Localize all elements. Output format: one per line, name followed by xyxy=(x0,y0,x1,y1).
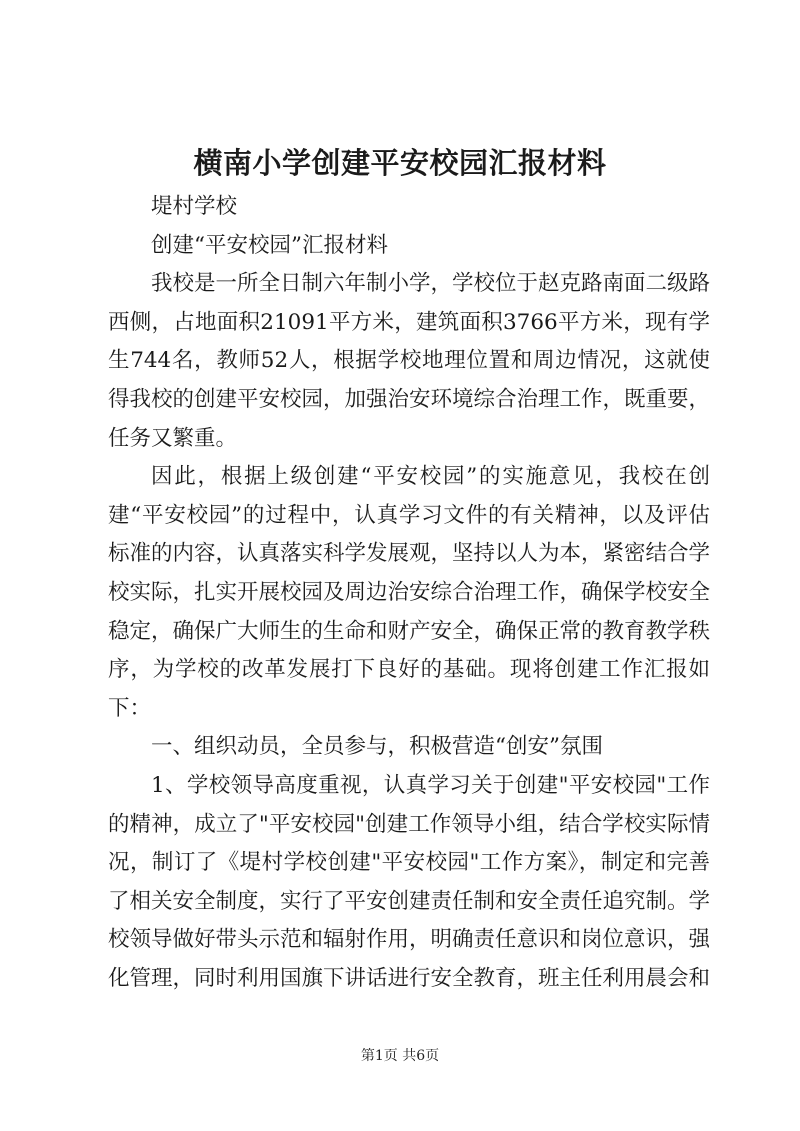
paragraph-intro: 我校是一所全日制六年制小学，学校位于赵克路南面二级路西侧，占地面积21091平方米，建筑面积3766平方米，现有学生744名，教师52人，根据学校地理位置和周边情况，这就使得我校的创建平安校园，加强治安环境综合治理工作，既重要，任务又繁重。 xyxy=(108,271,711,451)
paragraph-subtitle: 创建“平安校园”汇报材料 xyxy=(151,232,388,258)
page-footer: 第1页 共6页 xyxy=(360,1048,440,1064)
document-title: 横南小学创建平安校园汇报材料 xyxy=(193,146,607,180)
paragraph-background: 因此，根据上级创建“平安校园”的实施意见，我校在创建“平安校园”的过程中，认真学习文件的有关精神，以及评估标准的内容，认真落实科学发展观，坚持以人为本，紧密结合学校实际，扎实开展校园及周边治安综合治理工作，确保学校安全稳定，确保广大师生的生命和财产安全，确保正常的教育教学秩序，为学校的改革发展打下良好的基础。现将创建工作汇报如下： xyxy=(108,464,711,721)
section-heading-1: 一、组织动员，全员参与，积极营造“创安”氛围 xyxy=(151,734,603,760)
document-body xyxy=(108,188,710,998)
paragraph-item-1: 1、学校领导高度重视，认真学习关于创建"平安校园"工作的精神，成立了"平安校园"创建工作领导小组，结合学校实际情况，制订了《堤村学校创建"平安校园"工作方案》，制定和完善了相关安全制度，实行了平安创建责任制和安全责任追究制。学校领导做好带头示范和辐射作用，明确责任意识和岗位意识，强化管理，同时利用国旗下讲话进行安全教育，班主任利用晨会和 xyxy=(108,772,711,991)
paragraph-school-name: 堤村学校 xyxy=(151,194,238,219)
